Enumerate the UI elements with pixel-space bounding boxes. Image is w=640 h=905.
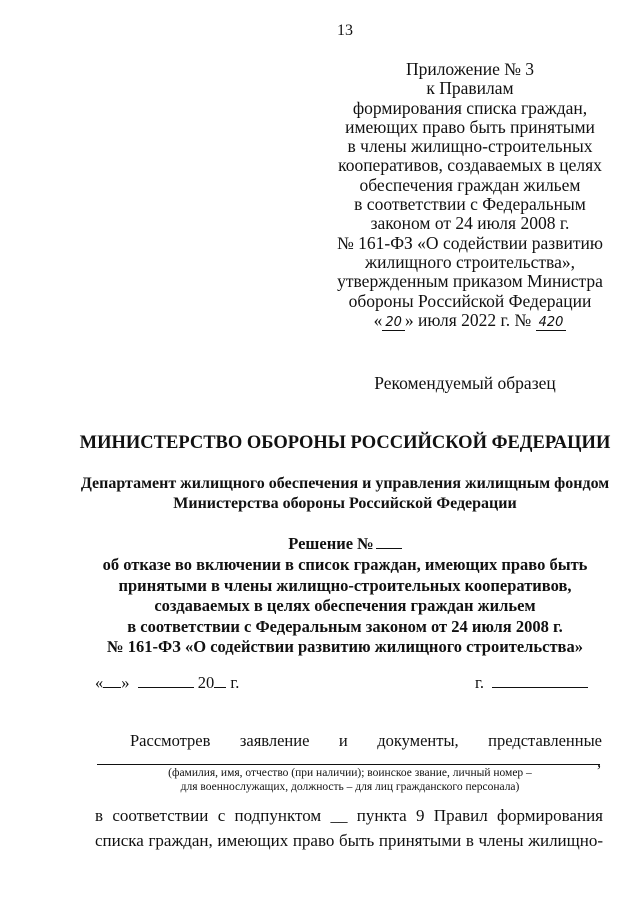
appendix-line: утвержденным приказом Министра [337, 271, 603, 292]
body-paragraph [95, 803, 603, 853]
date-open-quote: « [95, 673, 104, 692]
appendix-line: кооперативов, создаваемых в целях [338, 155, 602, 176]
body-line: списка граждан, имеющих право быть принятыми в члены жилищно- [95, 831, 603, 850]
appendix-line: законом от 24 июля 2008 г. [370, 213, 570, 234]
intro-word: Рассмотрев [130, 731, 211, 750]
date-close-quote: » [121, 673, 130, 692]
appendix-line: Приложение № 3 [405, 59, 535, 79]
city-label: г. [475, 673, 485, 692]
fill-line-comma: , [597, 752, 602, 771]
intro-word: и [338, 731, 348, 750]
decision-subject-line: № 161-ФЗ «О содействии развитию жилищного строительства» [107, 637, 583, 656]
decision-subject-line: создаваемых в целях обеспечения граждан жильем [154, 596, 536, 615]
intro-word: представленные [488, 731, 602, 750]
city-line [475, 673, 588, 693]
intro-word: документы, [377, 731, 459, 750]
appendix-line: имеющих право быть принятыми [345, 116, 595, 137]
appendix-line: жилищного строительства», [365, 251, 575, 272]
body-line: в соответствии с подпунктом __ пункта 9 Правил формирования [95, 806, 603, 825]
order-date-open: « [373, 309, 383, 330]
order-date-line [320, 311, 620, 331]
applicant-caption [95, 766, 605, 794]
day-blank [103, 673, 121, 688]
decision-number-blank [376, 548, 402, 549]
order-day-handwritten: 20 [382, 315, 405, 331]
month-blank [138, 673, 194, 688]
year-suffix: г. [230, 673, 240, 692]
caption-line: (фамилия, имя, отчество (при наличии); воинское звание, личный номер – [168, 767, 532, 779]
decision-subject-line: принятыми в члены жилищно-строительных кооперативов, [118, 575, 572, 595]
appendix-header [320, 60, 620, 331]
year-prefix: 20 [197, 673, 215, 692]
city-blank [492, 673, 588, 688]
page-number: 13 [337, 22, 353, 39]
sample-label: Рекомендуемый образец [374, 373, 556, 393]
appendix-line: обеспечения граждан жильем [359, 174, 581, 195]
ministry-title: МИНИСТЕРСТВО ОБОРОНЫ РОССИЙСКОЙ ФЕДЕРАЦИИ [79, 433, 611, 453]
appendix-line: формирования списка граждан, [352, 97, 588, 118]
decision-date-line [95, 673, 239, 693]
department-title: Департамент жилищного обеспечения и управления жилищным фондом Министерства обороны Российской Федерации [80, 475, 610, 512]
decision-subject-line: в соответствии с Федеральным законом от 24 июля 2008 г. [127, 616, 563, 636]
year-blank [214, 673, 226, 688]
appendix-line: в члены жилищно-строительных [347, 136, 593, 157]
order-date-mid: » июля 2022 г. № [404, 309, 532, 330]
order-number-handwritten: 420 [536, 315, 567, 331]
intro-row [130, 731, 602, 751]
decision-title-text: Решение № [288, 534, 374, 553]
appendix-line: обороны Российской Федерации [348, 290, 592, 311]
caption-line: для военнослужащих, должность – для лиц гражданского персонала) [180, 781, 520, 793]
decision-title [0, 534, 640, 554]
intro-word: заявление [239, 731, 310, 750]
appendix-line: № 161-ФЗ «О содействии развитию [337, 232, 603, 253]
decision-subject-line: об отказе во включении в список граждан, имеющих право быть [102, 555, 588, 574]
decision-subject [70, 555, 620, 658]
appendix-line: в соответствии с Федеральным [354, 194, 586, 215]
appendix-line: к Правилам [426, 78, 514, 99]
